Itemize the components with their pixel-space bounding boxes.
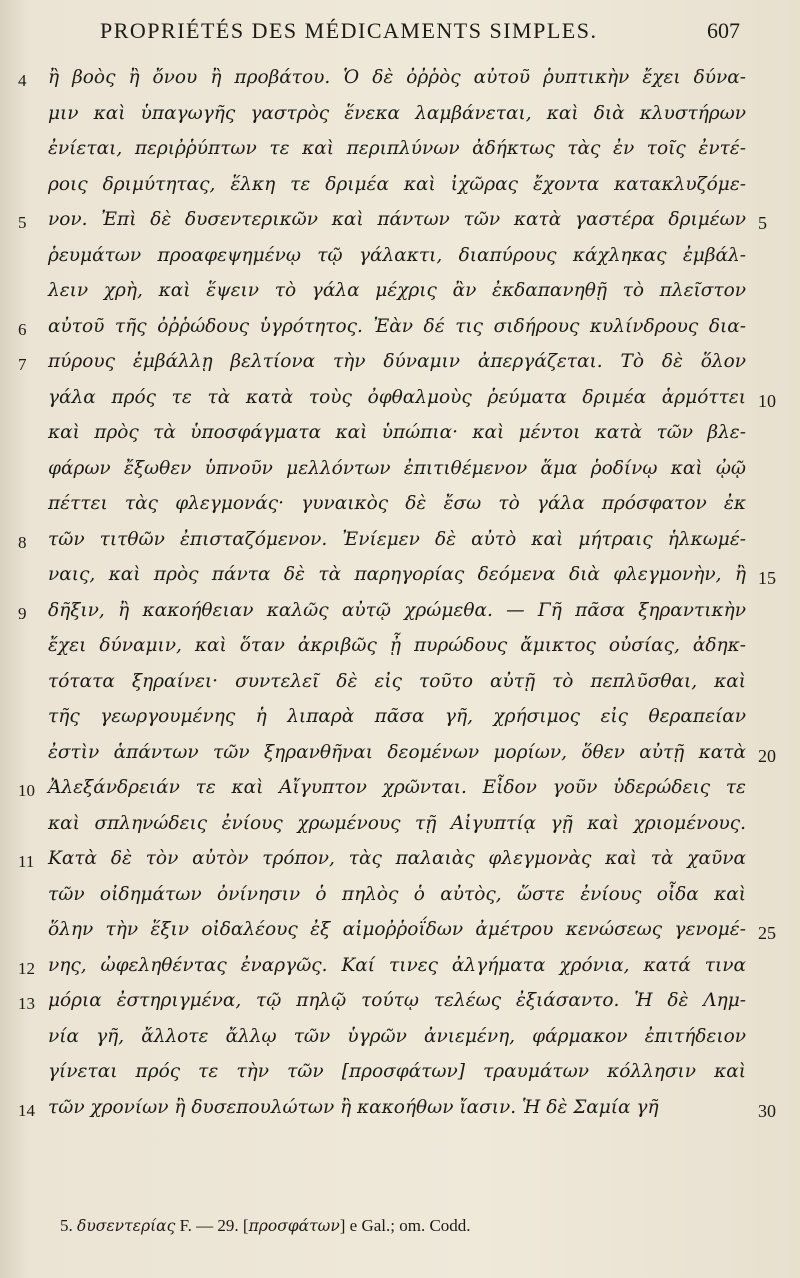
text-line [0,881,800,917]
greek-text-body [0,64,800,1129]
text-line [0,419,800,455]
running-head [100,18,740,52]
greek-line-text: γάλα πρός τε τὰ κατὰ τοὺς ὀφθαλμοὺς ῥεύματα δριμέα ἁρμόττει [48,386,746,408]
text-line [0,952,800,988]
section-number: 11 [18,852,35,871]
greek-line-text: ὅλην τὴν ἕξιν οἰδαλέους ἐξ αἱμοῤῥοΐδων ἀμέτρου κενώσεως γενομέ- [48,919,746,940]
footnote-greek-variant: δυσεντερίας [77,1217,176,1235]
margin-line-number: 25 [758,923,776,943]
greek-line-text: πύρους ἐμβάλλῃ βελτίονα τὴν δύναμιν ἀπεργάζεται. Τὸ δὲ ὅλον [48,351,746,372]
greek-line-text: ροις δριμύτητας, ἕλκη τε δριμέα καὶ ἰχῶρας ἔχοντα κατακλυζόμε- [48,173,746,195]
text-line [0,916,800,952]
greek-line-text: ἐνίεται, περιῤῥύπτων τε καὶ περιπλύνων ἀδήκτως τὰς ἐν τοῖς ἐντέ- [48,138,746,159]
text-line [0,703,800,739]
greek-line-text: Ἀλεξάνδρειάν τε καὶ Αἴγυπτον χρῶνται. Εἶδον γοῦν ὑδερώδεις τε [48,777,746,798]
margin-line-number: 10 [758,390,776,411]
margin-line-number: 20 [758,745,776,766]
text-line [0,64,800,100]
text-line [0,526,800,562]
text-line [0,455,800,491]
greek-line-text: αὐτοῦ τῆς ὀῤῥώδους ὑγρότητος. Ἐὰν δέ τις σιδήρους κυλίνδρους δια- [48,315,746,337]
text-line [0,171,800,207]
greek-line-text: μιν καὶ ὑπαγωγῆς γαστρὸς ἕνεκα λαμβάνεται, καὶ διὰ κλυστήρων [48,102,746,124]
greek-line-text: ἐστὶν ἁπάντων τῶν ξηρανθῆναι δεομένων μορίων, ὅθεν αὐτῇ κατὰ [48,741,746,763]
text-line [0,384,800,420]
text-line [0,1023,800,1059]
text-line [0,987,800,1023]
section-number: 5 [18,213,27,232]
section-number: 12 [18,958,35,978]
text-line [0,1094,800,1130]
greek-line-text: ῥευμάτων προαφεψημένῳ τῷ γάλακτι, διαπύρους κάχληκας ἐμβάλ- [48,244,746,266]
greek-line-text: τῆς γεωργουμένης ἡ λιπαρὰ πᾶσα γῆ, χρήσιμος εἰς θεραπείαν [48,706,746,727]
greek-line-text: μόρια ἐστηριγμένα, τῷ πηλῷ τούτῳ τελέως ἐξιάσαντο. Ἡ δὲ Λημ- [48,990,746,1011]
text-line [0,597,800,633]
greek-line-text: νης, ὠφεληθέντας ἐναργῶς. Καί τινες ἀλγήματα χρόνια, κατά τινα [48,954,746,976]
greek-line-text: λειν χρὴ, καὶ ἕψειν τὸ γάλα μέχρις ἂν ἐκδαπανηθῇ τὸ πλεῖστον [48,280,746,301]
greek-line-text: ναις, καὶ πρὸς πάντα δὲ τὰ παρηγορίας δεόμενα διὰ φλεγμονὴν, ἢ [48,564,746,585]
text-line [0,668,800,704]
margin-line-number: 5 [758,213,767,233]
section-number: 10 [18,781,35,800]
page-number: 607 [707,18,740,43]
greek-line-text: νον. Ἐπὶ δὲ δυσεντερικῶν καὶ πάντων τῶν κατὰ γαστέρα δριμέων [48,209,746,230]
greek-line-text: καὶ σπληνώδεις ἐνίους χρωμένους τῇ Αἰγυπτίᾳ γῇ καὶ χριομένους. [48,812,746,834]
footnote-text-2: ] e Gal.; om. Codd. [339,1216,471,1235]
margin-line-number: 30 [758,1100,776,1121]
section-number: 7 [18,355,27,374]
text-line [0,810,800,846]
section-number: 8 [18,532,27,552]
section-number: 4 [18,71,27,90]
footnote-line-ref-5: 5. [60,1216,73,1235]
section-number: 13 [18,994,35,1013]
greek-line-text: γίνεται πρός τε τὴν τῶν [προσφάτων] τραυμάτων κόλλησιν καὶ [48,1061,746,1082]
greek-line-text: ἢ βοὸς ἢ ὄνου ἢ προβάτου. Ὁ δὲ ὀῤῥὸς αὐτοῦ ῥυπτικὴν ἔχει δύνα- [48,67,746,88]
section-number: 14 [18,1100,35,1120]
text-line [0,313,800,349]
greek-line-text: ἔχει δύναμιν, καὶ ὅταν ἀκριβῶς ᾖ πυρώδους ἄμικτος οὐσίας, ἀδηκ- [48,635,746,656]
footnote-text-1: F. — 29. [ [175,1216,249,1235]
text-line [0,739,800,775]
text-line [0,348,800,384]
text-line [0,277,800,313]
text-line [0,100,800,136]
greek-line-text: τῶν χρονίων ἢ δυσεπουλώτων ἢ κακοήθων ἴασιν. Ἡ δὲ Σαμία γῆ [48,1096,659,1118]
text-line [0,206,800,242]
text-line [0,242,800,278]
critical-apparatus-footnote [60,1216,750,1236]
greek-line-text: τότατα ξηραίνει· συντελεῖ δὲ εἰς τοῦτο αὐτῇ τὸ πεπλῦσθαι, καὶ [48,670,746,692]
greek-line-text: φάρων ἔξωθεν ὑπνοῦν μελλόντων ἐπιτιθέμενον ἅμα ῥοδίνῳ καὶ ᾠῷ [48,457,746,479]
greek-line-text: πέττει τὰς φλεγμονάς· γυναικὸς δὲ ἔσω τὸ γάλα πρόσφατον ἐκ [48,493,746,514]
text-line [0,774,800,810]
greek-line-text: καὶ πρὸς τὰ ὑποσφάγματα καὶ ὑπώπια· καὶ μέντοι κατὰ τῶν βλε- [48,422,746,443]
text-line [0,135,800,171]
greek-line-text: τῶν οἰδημάτων ὀνίνησιν ὁ πηλὸς ὁ αὐτὸς, ὥστε ἐνίους οἶδα καὶ [48,883,746,905]
text-line [0,845,800,881]
text-line [0,490,800,526]
text-line [0,561,800,597]
margin-line-number: 15 [758,568,776,588]
text-line [0,1058,800,1094]
greek-line-text: δῆξιν, ἢ κακοήθειαν καλῶς αὐτῷ χρώμεθα. — Γῆ πᾶσα ξηραντικὴν [48,599,746,621]
section-number: 6 [18,319,27,339]
greek-line-text: τῶν τιτθῶν ἐπισταζόμενον. Ἐνίεμεν δὲ αὐτὸ καὶ μήτραις ἡλκωμέ- [48,528,746,550]
footnote-greek-bracket: προσφάτων [248,1217,340,1235]
running-title: PROPRIÉTÉS DES MÉDICAMENTS SIMPLES. [100,18,598,43]
greek-line-text: νία γῆ, ἄλλοτε ἄλλῳ τῶν ὑγρῶν ἀνιεμένη, φάρμακον ἐπιτήδειον [48,1025,746,1047]
section-number: 9 [18,603,27,623]
greek-line-text: Κατὰ δὲ τὸν αὐτὸν τρόπον, τὰς παλαιὰς φλεγμονὰς καὶ τὰ χαῦνα [48,848,746,869]
text-line [0,632,800,668]
